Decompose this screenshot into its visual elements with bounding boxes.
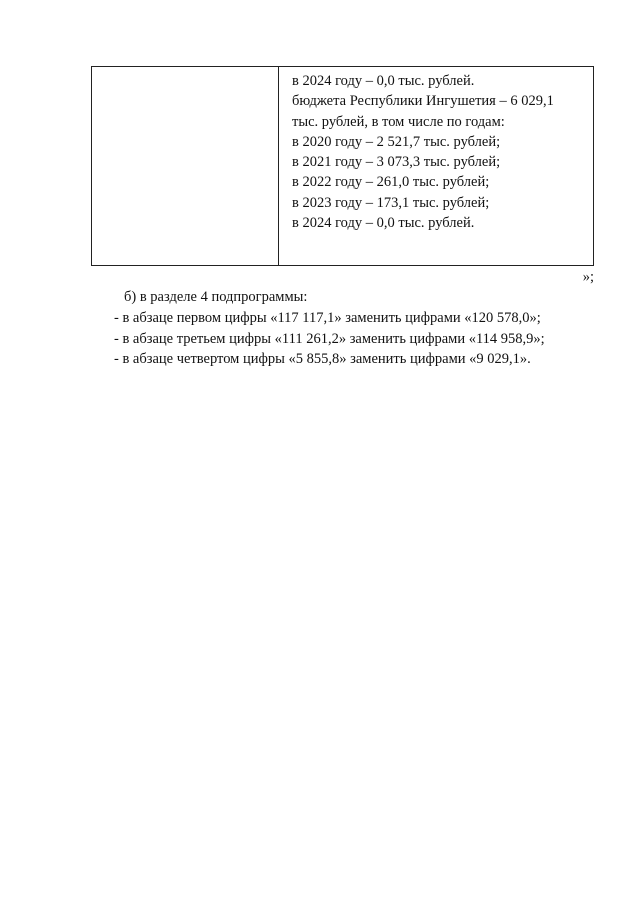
closing-quote: »; xyxy=(582,269,594,285)
table-left-cell xyxy=(92,67,279,265)
table-text-line: в 2024 году – 0,0 тыс. рублей. xyxy=(292,215,475,232)
table-right-cell xyxy=(280,67,593,265)
table-text-line: в 2022 году – 261,0 тыс. рублей; xyxy=(292,174,490,191)
table-text-line: тыс. рублей, в том числе по годам: xyxy=(292,113,505,130)
table-text-line: в 2021 году – 3 073,3 тыс. рублей; xyxy=(292,154,501,171)
table-text-line: в 2020 году – 2 521,7 тыс. рублей; xyxy=(292,133,501,150)
table-text-line: в 2024 году – 0,0 тыс. рублей. xyxy=(292,73,475,89)
table-text-line: бюджета Республики Ингушетия – 6 029,1 xyxy=(292,93,554,110)
list-item: - в абзаце третьем цифры «111 261,2» заменить цифрами «114 958,9»; xyxy=(114,330,545,347)
list-item: - в абзаце первом цифры «117 117,1» заменить цифрами «120 578,0»; xyxy=(114,310,541,326)
budget-table xyxy=(91,66,594,266)
section-intro: б) в разделе 4 подпрограммы: xyxy=(124,289,308,305)
list-item: - в абзаце четвертом цифры «5 855,8» заменить цифрами «9 029,1». xyxy=(114,351,531,367)
amendment-list xyxy=(114,308,545,370)
table-text-line: в 2023 году – 173,1 тыс. рублей; xyxy=(292,194,490,211)
